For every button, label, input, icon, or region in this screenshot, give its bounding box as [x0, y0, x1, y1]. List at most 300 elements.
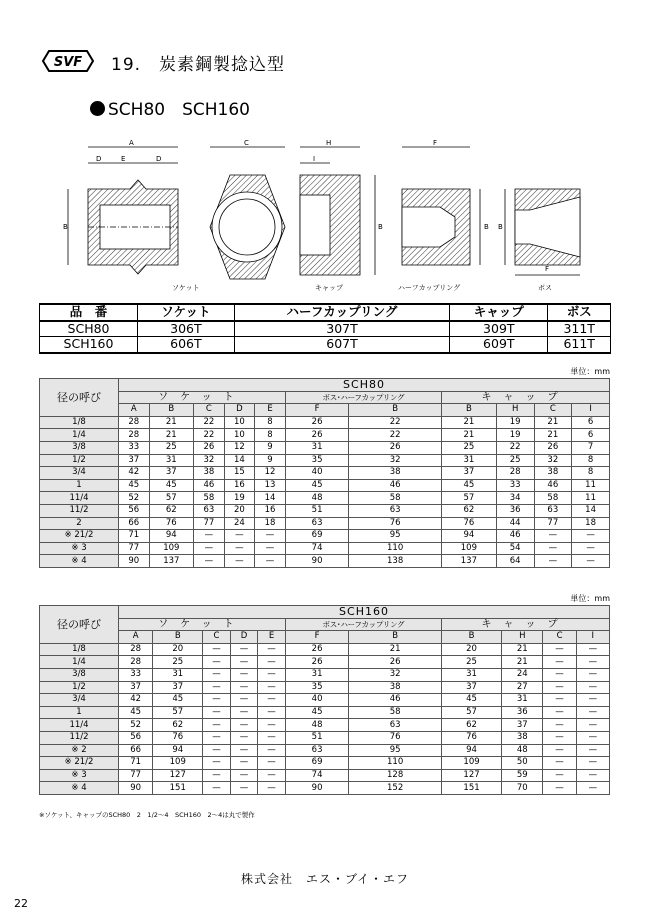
table-cell: 19 — [496, 416, 534, 429]
table-cell: 28 — [119, 429, 150, 442]
table-cell: 110 — [349, 542, 442, 555]
table-cell: 14 — [224, 454, 255, 467]
table-cell: 31 — [285, 441, 349, 454]
table-cell: 59 — [502, 769, 543, 782]
nominal-size-cell: 3/4 — [40, 467, 119, 480]
table-cell: 63 — [285, 744, 349, 757]
table-cell: 18 — [572, 517, 610, 530]
table-row — [40, 337, 611, 353]
table-cell: 38 — [349, 681, 442, 694]
table-cell: 8 — [255, 429, 286, 442]
table-cell: 21 — [441, 429, 496, 442]
table-cell: 26 — [285, 656, 349, 669]
sch160-dimension-table — [39, 605, 610, 795]
svg-text:I: I — [313, 155, 316, 163]
column-letters-row — [40, 631, 610, 644]
table-cell: 26 — [349, 441, 442, 454]
table-cell: — — [572, 542, 610, 555]
table-cell: — — [203, 782, 231, 795]
svg-text:H: H — [326, 139, 332, 147]
table-cell: — — [203, 731, 231, 744]
table-cell: 8 — [572, 454, 610, 467]
boss-header: ボス･ハーフカップリング — [285, 618, 441, 631]
table-cell: — — [576, 668, 609, 681]
col-header: 品 番 — [40, 304, 138, 321]
table-cell: 151 — [153, 782, 203, 795]
cap-drawing — [300, 147, 375, 275]
table-cell: 94 — [441, 530, 496, 543]
table-cell: 152 — [349, 782, 442, 795]
table-cell: — — [572, 555, 610, 568]
table-cell: — — [230, 694, 258, 707]
nominal-size-cell: ※ 21/2 — [40, 757, 119, 770]
table-cell: 22 — [349, 416, 442, 429]
nominal-size-cell: 3/8 — [40, 441, 119, 454]
table-row — [40, 757, 610, 770]
svg-text:D: D — [156, 155, 162, 163]
column-letter: B — [441, 631, 501, 644]
table-cell: — — [258, 656, 286, 669]
svg-text:D: D — [96, 155, 102, 163]
table-cell: — — [543, 656, 576, 669]
table-cell: 21 — [349, 643, 442, 656]
table-cell: 26 — [285, 416, 349, 429]
table-cell: — — [543, 769, 576, 782]
sch160-title: SCH160 — [119, 606, 610, 619]
table-cell: — — [224, 530, 255, 543]
table-cell: 52 — [119, 719, 153, 732]
svg-text:ボス: ボス — [538, 284, 552, 292]
table-cell: — — [543, 744, 576, 757]
table-cell: 109 — [149, 542, 194, 555]
table-cell: 31 — [441, 454, 496, 467]
table-cell: — — [543, 731, 576, 744]
column-letter: A — [119, 631, 153, 644]
table-cell: 33 — [119, 668, 153, 681]
table-cell: 22 — [496, 441, 534, 454]
table-row — [40, 719, 610, 732]
table-cell: — — [203, 719, 231, 732]
table-cell: — — [230, 681, 258, 694]
table-cell: 94 — [153, 744, 203, 757]
table-cell: 28 — [119, 643, 153, 656]
table-cell: — — [194, 530, 225, 543]
table-cell: 90 — [119, 782, 153, 795]
table-cell: 32 — [349, 454, 442, 467]
table-cell: 46 — [349, 694, 442, 707]
table-cell: — — [543, 643, 576, 656]
table-cell: 57 — [153, 706, 203, 719]
table-cell: 76 — [349, 517, 442, 530]
table-cell: — — [230, 744, 258, 757]
table-cell: — — [230, 782, 258, 795]
table-cell: 20 — [224, 504, 255, 517]
table-cell: 9 — [255, 441, 286, 454]
table-cell: 28 — [496, 467, 534, 480]
table-cell: 16 — [224, 479, 255, 492]
table-cell: — — [576, 643, 609, 656]
table-cell: — — [203, 706, 231, 719]
table-cell: — — [258, 706, 286, 719]
svf-logo — [41, 47, 95, 75]
table-cell: 71 — [119, 530, 150, 543]
table-cell: SCH160 — [40, 337, 138, 353]
table-cell: 54 — [496, 542, 534, 555]
table-cell: — — [203, 681, 231, 694]
svg-text:A: A — [129, 139, 134, 147]
table-row — [40, 769, 610, 782]
table-cell: 76 — [153, 731, 203, 744]
table-cell: 40 — [285, 467, 349, 480]
table-cell: — — [543, 668, 576, 681]
table-cell: 33 — [496, 479, 534, 492]
table-cell: 31 — [285, 668, 349, 681]
table-cell: — — [203, 744, 231, 757]
table-row — [40, 731, 610, 744]
table-cell: — — [224, 542, 255, 555]
table-cell: 48 — [285, 719, 349, 732]
table-cell: — — [258, 643, 286, 656]
column-letters-row — [40, 404, 610, 417]
table-cell: — — [203, 757, 231, 770]
table-cell: 46 — [534, 479, 572, 492]
column-letter: I — [572, 404, 610, 417]
nominal-size-cell: 1 — [40, 706, 119, 719]
table-cell: 31 — [502, 694, 543, 707]
table-row — [40, 441, 610, 454]
table-cell: — — [203, 656, 231, 669]
table-cell: — — [230, 757, 258, 770]
table-cell: — — [258, 731, 286, 744]
table-cell: — — [224, 555, 255, 568]
nominal-size-cell: 1/4 — [40, 656, 119, 669]
table-cell: — — [255, 542, 286, 555]
table-cell: 311T — [548, 321, 611, 337]
column-letter: C — [543, 631, 576, 644]
column-letter: B — [441, 404, 496, 417]
table-row — [40, 782, 610, 795]
column-letter: B — [349, 631, 442, 644]
column-letter: F — [285, 631, 349, 644]
table-cell: 15 — [224, 467, 255, 480]
technical-drawings — [60, 135, 600, 295]
table-cell: 16 — [255, 504, 286, 517]
table-cell: 109 — [441, 542, 496, 555]
table-cell: 32 — [534, 454, 572, 467]
table-cell: 45 — [285, 479, 349, 492]
svg-text:B: B — [498, 223, 503, 231]
table-cell: 44 — [496, 517, 534, 530]
nominal-size-cell: 1 — [40, 479, 119, 492]
svg-text:ソケット: ソケット — [172, 284, 200, 292]
table-cell: 19 — [224, 492, 255, 505]
table-row — [40, 542, 610, 555]
nominal-size-cell: ※ 2 — [40, 744, 119, 757]
table-cell: — — [194, 542, 225, 555]
table-cell: — — [194, 555, 225, 568]
table-cell: 45 — [119, 479, 150, 492]
table-cell: 8 — [255, 416, 286, 429]
table-cell: 45 — [149, 479, 194, 492]
table-cell: 38 — [502, 731, 543, 744]
table-cell: 63 — [285, 517, 349, 530]
table-cell: — — [534, 555, 572, 568]
table-cell: 25 — [441, 441, 496, 454]
table-cell: 26 — [285, 429, 349, 442]
table-cell: 22 — [349, 429, 442, 442]
col-header: ハーフカップリング — [234, 304, 449, 321]
table-cell: 611T — [548, 337, 611, 353]
table-cell: 38 — [349, 467, 442, 480]
table-cell: — — [258, 782, 286, 795]
table-cell: — — [576, 757, 609, 770]
table-cell: 306T — [138, 321, 235, 337]
table-cell: — — [576, 706, 609, 719]
table-cell: 58 — [534, 492, 572, 505]
table-cell: 46 — [349, 479, 442, 492]
table-row — [40, 454, 610, 467]
boss-header: ボス･ハーフカップリング — [285, 391, 441, 404]
table-cell: 138 — [349, 555, 442, 568]
table-cell: — — [258, 681, 286, 694]
table-cell: 28 — [119, 416, 150, 429]
table-cell: SCH80 — [40, 321, 138, 337]
table-cell: 10 — [224, 416, 255, 429]
table-cell: 35 — [285, 681, 349, 694]
table-cell: 58 — [349, 706, 442, 719]
table-cell: 69 — [285, 530, 349, 543]
table-cell: 127 — [441, 769, 501, 782]
table-cell: 21 — [534, 416, 572, 429]
table-cell: 11 — [572, 479, 610, 492]
table-cell: 74 — [285, 769, 349, 782]
table-cell: 51 — [285, 731, 349, 744]
svg-text:キャップ: キャップ — [315, 284, 343, 292]
table-cell: 76 — [441, 731, 501, 744]
nominal-size-header: 径の呼び — [40, 379, 119, 417]
table-cell: — — [543, 719, 576, 732]
table-cell: 309T — [450, 321, 548, 337]
table-cell: 32 — [349, 668, 442, 681]
table-cell: 109 — [441, 757, 501, 770]
socket-side-drawing — [68, 147, 178, 274]
sch80-dimension-table — [39, 378, 610, 568]
nominal-size-cell: 3/4 — [40, 694, 119, 707]
table-row — [40, 706, 610, 719]
table-cell: 10 — [224, 429, 255, 442]
table-cell: — — [576, 731, 609, 744]
table-cell: 31 — [441, 668, 501, 681]
table-cell: 57 — [149, 492, 194, 505]
table-cell: 26 — [285, 643, 349, 656]
table-cell: 21 — [502, 643, 543, 656]
table-cell: 37 — [502, 719, 543, 732]
col-header: ボス — [548, 304, 611, 321]
table-cell: 56 — [119, 731, 153, 744]
table-cell: 24 — [502, 668, 543, 681]
nominal-size-header: 径の呼び — [40, 606, 119, 644]
table-cell: 609T — [450, 337, 548, 353]
table-cell: 66 — [119, 744, 153, 757]
table-cell: 6 — [572, 429, 610, 442]
table-cell: 71 — [119, 757, 153, 770]
table-cell: — — [576, 769, 609, 782]
table-cell: — — [258, 719, 286, 732]
table-row — [40, 479, 610, 492]
table-cell: 58 — [349, 492, 442, 505]
table-cell: — — [543, 757, 576, 770]
table-cell: 62 — [149, 504, 194, 517]
svg-text:SVF: SVF — [53, 55, 83, 70]
table-cell: 94 — [441, 744, 501, 757]
table-row — [40, 321, 611, 337]
nominal-size-cell: ※ 4 — [40, 782, 119, 795]
footnote: ※ソケット、キャップのSCH80 2 1/2～4 SCH160 2～4は丸で製作 — [39, 811, 255, 819]
table-cell: 37 — [441, 681, 501, 694]
part-number-table — [39, 303, 611, 354]
table-cell: 42 — [119, 467, 150, 480]
table-row — [40, 504, 610, 517]
table-cell: 37 — [119, 454, 150, 467]
table-cell: 58 — [194, 492, 225, 505]
table-cell: 37 — [149, 467, 194, 480]
table-row — [40, 517, 610, 530]
table-cell: 94 — [149, 530, 194, 543]
nominal-size-cell: 1/2 — [40, 681, 119, 694]
table-cell: 151 — [441, 782, 501, 795]
table-cell: 76 — [349, 731, 442, 744]
svg-text:F: F — [433, 139, 438, 147]
table-cell: 74 — [285, 542, 349, 555]
unit-label: 単位：mm — [570, 367, 610, 376]
table-cell: 9 — [255, 454, 286, 467]
table-cell: 62 — [441, 504, 496, 517]
svg-text:B: B — [378, 223, 383, 231]
part-table-header — [40, 304, 611, 321]
table-cell: 22 — [194, 416, 225, 429]
table-cell: — — [572, 530, 610, 543]
sch80-title: SCH80 — [119, 379, 610, 392]
table-cell: — — [255, 555, 286, 568]
column-letter: D — [230, 631, 258, 644]
table-row — [40, 416, 610, 429]
table-cell: 12 — [255, 467, 286, 480]
table-cell: 63 — [349, 504, 442, 517]
table-cell: 11 — [572, 492, 610, 505]
table-cell: 22 — [194, 429, 225, 442]
table-row — [40, 555, 610, 568]
column-letter: B — [349, 404, 442, 417]
table-cell: 307T — [234, 321, 449, 337]
table-cell: — — [543, 706, 576, 719]
table-cell: 18 — [255, 517, 286, 530]
table-row — [40, 744, 610, 757]
nominal-size-cell: 1/4 — [40, 429, 119, 442]
nominal-size-cell: 1/8 — [40, 416, 119, 429]
table-cell: 606T — [138, 337, 235, 353]
table-cell: 90 — [119, 555, 150, 568]
socket-header: ソケット — [119, 391, 286, 404]
column-letter: E — [255, 404, 286, 417]
table-cell: 25 — [149, 441, 194, 454]
column-letter: C — [203, 631, 231, 644]
cap-header: キャップ — [441, 618, 609, 631]
table-cell: 26 — [534, 441, 572, 454]
table-cell: 6 — [572, 416, 610, 429]
bullet-icon — [90, 101, 105, 116]
table-cell: — — [230, 769, 258, 782]
nominal-size-cell: ※ 21/2 — [40, 530, 119, 543]
company-name: 株式会社 エス・ブイ・エフ — [241, 872, 409, 886]
column-letter: D — [224, 404, 255, 417]
table-cell: 48 — [502, 744, 543, 757]
table-cell: 38 — [194, 467, 225, 480]
table-cell: 37 — [153, 681, 203, 694]
table-cell: 77 — [194, 517, 225, 530]
table-cell: 36 — [496, 504, 534, 517]
table-cell: — — [203, 643, 231, 656]
table-cell: 21 — [441, 416, 496, 429]
table-cell: 24 — [224, 517, 255, 530]
nominal-size-cell: ※ 4 — [40, 555, 119, 568]
table-cell: — — [576, 744, 609, 757]
nominal-size-cell: 3/8 — [40, 668, 119, 681]
table-cell: — — [576, 782, 609, 795]
column-letter: I — [576, 631, 609, 644]
nominal-size-cell: 2 — [40, 517, 119, 530]
table-cell: — — [258, 744, 286, 757]
table-cell: 63 — [194, 504, 225, 517]
table-row — [40, 656, 610, 669]
table-cell: 25 — [153, 656, 203, 669]
table-cell: — — [543, 782, 576, 795]
table-cell: — — [230, 656, 258, 669]
half-coupling-drawing — [402, 147, 480, 265]
table-cell: — — [203, 769, 231, 782]
table-cell: 90 — [285, 782, 349, 795]
table-cell: 77 — [534, 517, 572, 530]
table-row — [40, 668, 610, 681]
table-cell: 76 — [441, 517, 496, 530]
table-cell: 607T — [234, 337, 449, 353]
table-cell: 28 — [119, 656, 153, 669]
table-cell: 46 — [496, 530, 534, 543]
table-cell: — — [534, 542, 572, 555]
table-cell: 12 — [224, 441, 255, 454]
table-cell: 38 — [534, 467, 572, 480]
table-row — [40, 643, 610, 656]
boss-drawing — [505, 189, 580, 275]
table-cell: 90 — [285, 555, 349, 568]
table-cell: 66 — [119, 517, 150, 530]
table-cell: 21 — [534, 429, 572, 442]
table-cell: 33 — [119, 441, 150, 454]
table-row — [40, 694, 610, 707]
table-cell: 45 — [119, 706, 153, 719]
nominal-size-cell: ※ 3 — [40, 542, 119, 555]
nominal-size-cell: 11/2 — [40, 504, 119, 517]
table-cell: — — [258, 769, 286, 782]
table-cell: 31 — [153, 668, 203, 681]
table-cell: 95 — [349, 530, 442, 543]
table-cell: 34 — [496, 492, 534, 505]
table-cell: 62 — [153, 719, 203, 732]
col-header: キャップ — [450, 304, 548, 321]
table-cell: — — [258, 757, 286, 770]
table-cell: — — [230, 719, 258, 732]
table-cell: 19 — [496, 429, 534, 442]
table-cell: 27 — [502, 681, 543, 694]
